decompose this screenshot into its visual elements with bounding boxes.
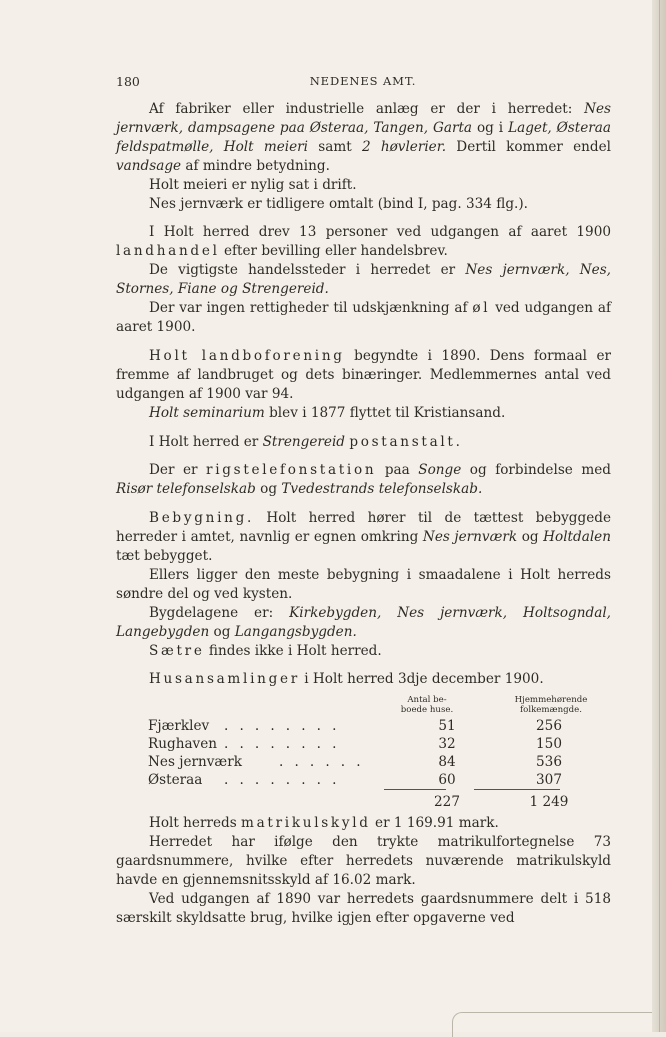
paragraph-seminary: Holt seminarium blev i 1877 flyttet til Kristiansand. [149, 404, 506, 421]
paragraph-farmers-association: Holt landboforening begyndte i 1890. Dens formaal er fremme af landbruget og dets binæringer. Medlemmernes antal ved udgangen af 1900 var 94. [116, 347, 611, 402]
paragraph-settlement: Bebygning. Holt herred hører til de tættest bebyggede herreder i amtet, navnlig er egnen omkring Nes jernværk og Holtdalen tæt bebygget. [116, 510, 611, 565]
page-edge [652, 0, 666, 1032]
paragraph-ironworks: Nes jernværk er tidligere omtalt (bind I, pag. 334 flg.). [149, 195, 528, 212]
total-population: 1 249 [529, 794, 569, 811]
table-row: Nes jernværk . . . . . . 84 536 [148, 754, 562, 771]
settlements-table [116, 690, 611, 814]
table-title: Husansamlinger i Holt herred 3dje december 1900. [149, 671, 544, 688]
page-header [116, 74, 610, 92]
paragraph-post-office: I Holt herred er Strengereid postanstalt. [149, 433, 460, 450]
sum-rule [384, 789, 446, 790]
page-corner [452, 1012, 653, 1037]
sum-rule [474, 789, 560, 790]
paragraph-farm-numbers: Herredet har ifølge den trykte matrikulfortegnelse 73 gaardsnummere, hvilke efter herredets nuværende matrikulskyld havde en gjennemsnitsskyld af 16.02 mark. [116, 834, 611, 889]
paragraph-dairy: Holt meieri er nylig sat i drift. [149, 176, 357, 193]
column-header-population: Hjemmehørende folkemængde. [514, 695, 588, 716]
page-number: 180 [116, 74, 140, 89]
paragraph-land-tax: Holt herreds matrikulskyld er 1 169.91 mark. [149, 815, 499, 832]
table-totals [148, 793, 588, 811]
paragraph-holdings: Ved udgangen af 1890 var herredets gaardsnummere delt i 518 særskilt skyldsatte brug, hvilke igjen efter opgaverne ved [116, 891, 611, 926]
paragraph-trade: I Holt herred drev 13 personer ved udgangen af aaret 1900 landhandel efter bevilling eller handelsbrev. [116, 224, 611, 260]
paragraph-mountain-farms: Sætre findes ikke i Holt herred. [149, 642, 382, 659]
paragraph-trade-places: De vigtigste handelssteder i herredet er Nes jernværk, Nes, Stornes, Fiane og Strengereid. [116, 262, 611, 298]
paragraph-telephone: Der er rigstelefonstation paa Songe og forbindelse med Risør telefonselskab og Tvedestrands telefonselskab. [116, 462, 611, 498]
paragraph-factories: Af fabriker eller industrielle anlæg er der i herredet: Nes jernværk, dampsagene paa Østeraa, Tangen, Garta og i Laget, Østeraa feldspatmølle, Holt meieri samt 2 høvlerier. Dertil kommer endel vandsage af mindre betydning. [116, 101, 612, 174]
running-head: NEDENES AMT. [309, 74, 417, 88]
paragraph-districts: Bygdelagene er: Kirkebygden, Nes jernværk, Holtsogndal, Langebygden og Langangsbygden. [116, 604, 611, 640]
table-row: Østeraa . . . . . . . . 60 307 [148, 772, 562, 789]
paragraph-licenses: Der var ingen rettigheder til udskjænkning af øl ved udgangen af aaret 1900. [116, 300, 611, 335]
total-houses: 227 [434, 794, 460, 811]
paragraph-valleys: Ellers ligger den meste bebygning i smaadalene i Holt herreds søndre del og ved kysten. [116, 566, 611, 602]
page-body [116, 100, 611, 928]
table-row: Fjærklev . . . . . . . . 51 256 [148, 718, 562, 735]
column-header-houses: Antal be- boede huse. [400, 695, 454, 716]
table-row: Rughaven . . . . . . . . 32 150 [148, 736, 562, 753]
